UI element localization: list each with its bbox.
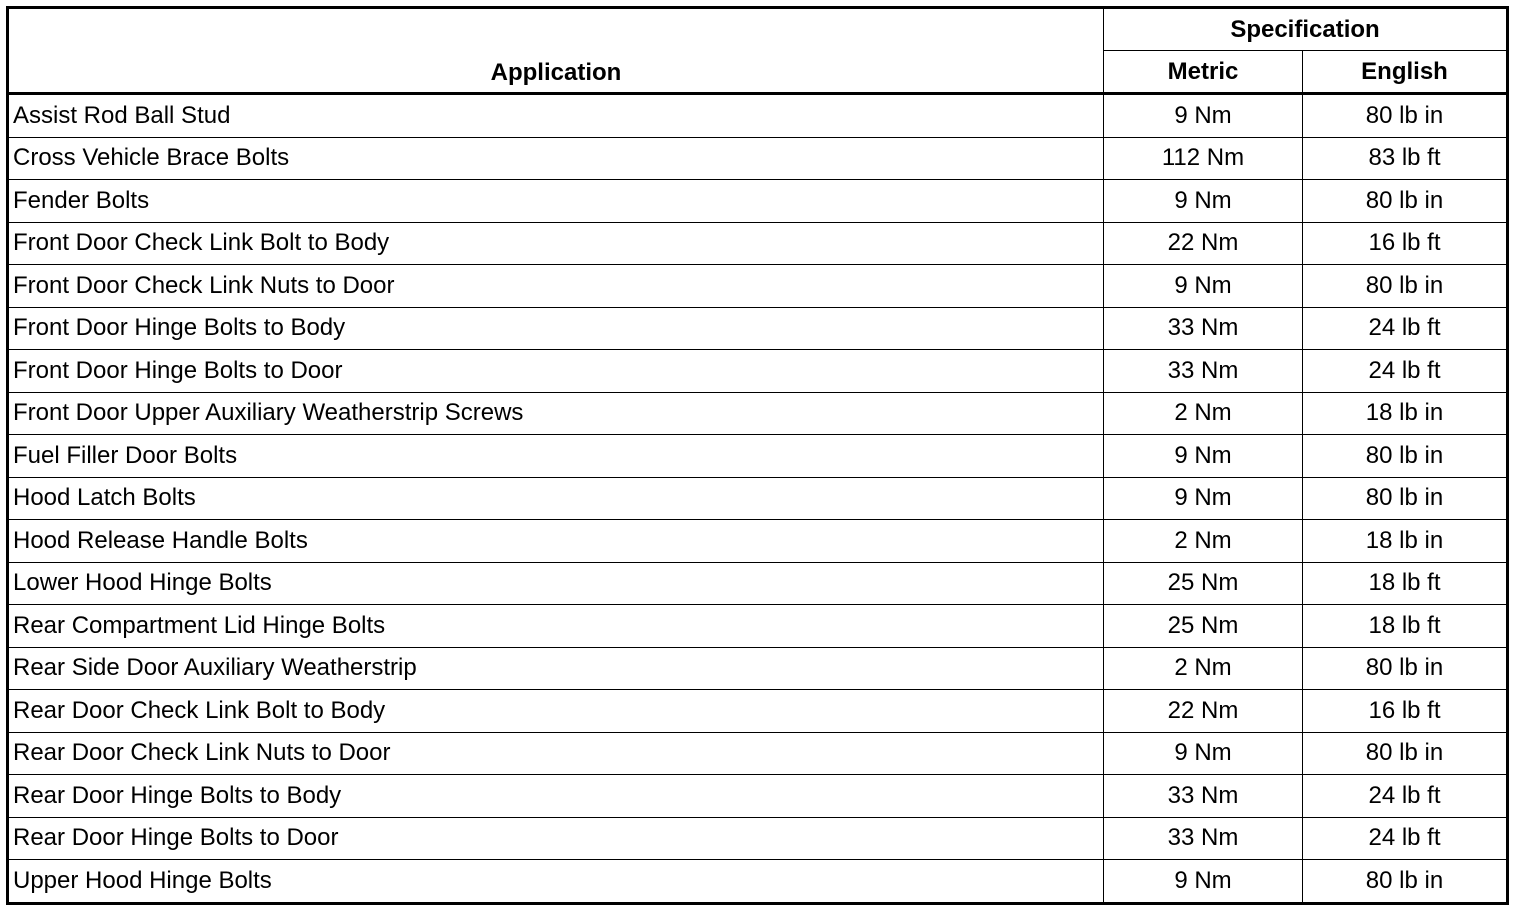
table-row xyxy=(8,605,1508,648)
application-cell: Rear Door Check Link Nuts to Door xyxy=(8,732,1104,775)
metric-cell: 25 Nm xyxy=(1104,562,1303,605)
application-cell: Front Door Hinge Bolts to Body xyxy=(8,307,1104,350)
fastener-spec-table xyxy=(6,6,1509,905)
metric-cell: 2 Nm xyxy=(1104,392,1303,435)
table-row xyxy=(8,392,1508,435)
metric-cell: 33 Nm xyxy=(1104,307,1303,350)
english-cell: 83 lb ft xyxy=(1303,137,1508,180)
english-cell: 18 lb ft xyxy=(1303,562,1508,605)
application-cell: Rear Side Door Auxiliary Weatherstrip xyxy=(8,647,1104,690)
table-row xyxy=(8,817,1508,860)
english-cell: 80 lb in xyxy=(1303,435,1508,478)
english-cell: 18 lb in xyxy=(1303,520,1508,563)
table-row xyxy=(8,94,1508,138)
table-row xyxy=(8,732,1508,775)
application-cell: Front Door Check Link Nuts to Door xyxy=(8,265,1104,308)
application-cell: Rear Door Hinge Bolts to Door xyxy=(8,817,1104,860)
application-cell: Hood Release Handle Bolts xyxy=(8,520,1104,563)
metric-cell: 22 Nm xyxy=(1104,222,1303,265)
english-cell: 16 lb ft xyxy=(1303,690,1508,733)
table-row xyxy=(8,307,1508,350)
metric-cell: 33 Nm xyxy=(1104,817,1303,860)
table-row xyxy=(8,520,1508,563)
table-row xyxy=(8,350,1508,393)
metric-cell: 9 Nm xyxy=(1104,94,1303,138)
application-cell: Cross Vehicle Brace Bolts xyxy=(8,137,1104,180)
english-cell: 80 lb in xyxy=(1303,180,1508,223)
table-row xyxy=(8,860,1508,904)
english-cell: 18 lb in xyxy=(1303,392,1508,435)
table-row xyxy=(8,775,1508,818)
application-cell: Fender Bolts xyxy=(8,180,1104,223)
header-row-top xyxy=(8,8,1508,51)
table-header xyxy=(8,8,1508,94)
english-cell: 80 lb in xyxy=(1303,647,1508,690)
english-column-header: English xyxy=(1303,51,1508,94)
metric-cell: 22 Nm xyxy=(1104,690,1303,733)
application-cell: Rear Door Hinge Bolts to Body xyxy=(8,775,1104,818)
application-cell: Front Door Check Link Bolt to Body xyxy=(8,222,1104,265)
metric-cell: 112 Nm xyxy=(1104,137,1303,180)
metric-cell: 9 Nm xyxy=(1104,732,1303,775)
application-column-header: Application xyxy=(8,8,1104,94)
application-cell: Rear Compartment Lid Hinge Bolts xyxy=(8,605,1104,648)
metric-cell: 25 Nm xyxy=(1104,605,1303,648)
english-cell: 16 lb ft xyxy=(1303,222,1508,265)
english-cell: 80 lb in xyxy=(1303,477,1508,520)
metric-cell: 33 Nm xyxy=(1104,775,1303,818)
english-cell: 24 lb ft xyxy=(1303,350,1508,393)
metric-cell: 2 Nm xyxy=(1104,520,1303,563)
english-cell: 80 lb in xyxy=(1303,860,1508,904)
application-cell: Hood Latch Bolts xyxy=(8,477,1104,520)
table-row xyxy=(8,265,1508,308)
application-cell: Front Door Upper Auxiliary Weatherstrip Screws xyxy=(8,392,1104,435)
application-cell: Assist Rod Ball Stud xyxy=(8,94,1104,138)
application-cell: Front Door Hinge Bolts to Door xyxy=(8,350,1104,393)
table-body xyxy=(8,94,1508,904)
english-cell: 24 lb ft xyxy=(1303,775,1508,818)
application-cell: Fuel Filler Door Bolts xyxy=(8,435,1104,478)
table-row xyxy=(8,435,1508,478)
metric-column-header: Metric xyxy=(1104,51,1303,94)
table-row xyxy=(8,647,1508,690)
english-cell: 80 lb in xyxy=(1303,94,1508,138)
application-cell: Upper Hood Hinge Bolts xyxy=(8,860,1104,904)
english-cell: 18 lb ft xyxy=(1303,605,1508,648)
metric-cell: 9 Nm xyxy=(1104,860,1303,904)
english-cell: 80 lb in xyxy=(1303,265,1508,308)
table-row xyxy=(8,477,1508,520)
metric-cell: 9 Nm xyxy=(1104,477,1303,520)
table-row xyxy=(8,222,1508,265)
table-row xyxy=(8,690,1508,733)
metric-cell: 9 Nm xyxy=(1104,435,1303,478)
specification-column-header: Specification xyxy=(1104,8,1508,51)
application-cell: Rear Door Check Link Bolt to Body xyxy=(8,690,1104,733)
metric-cell: 33 Nm xyxy=(1104,350,1303,393)
english-cell: 80 lb in xyxy=(1303,732,1508,775)
table-row xyxy=(8,180,1508,223)
metric-cell: 9 Nm xyxy=(1104,265,1303,308)
english-cell: 24 lb ft xyxy=(1303,817,1508,860)
english-cell: 24 lb ft xyxy=(1303,307,1508,350)
table-row xyxy=(8,562,1508,605)
table-row xyxy=(8,137,1508,180)
application-cell: Lower Hood Hinge Bolts xyxy=(8,562,1104,605)
metric-cell: 2 Nm xyxy=(1104,647,1303,690)
metric-cell: 9 Nm xyxy=(1104,180,1303,223)
